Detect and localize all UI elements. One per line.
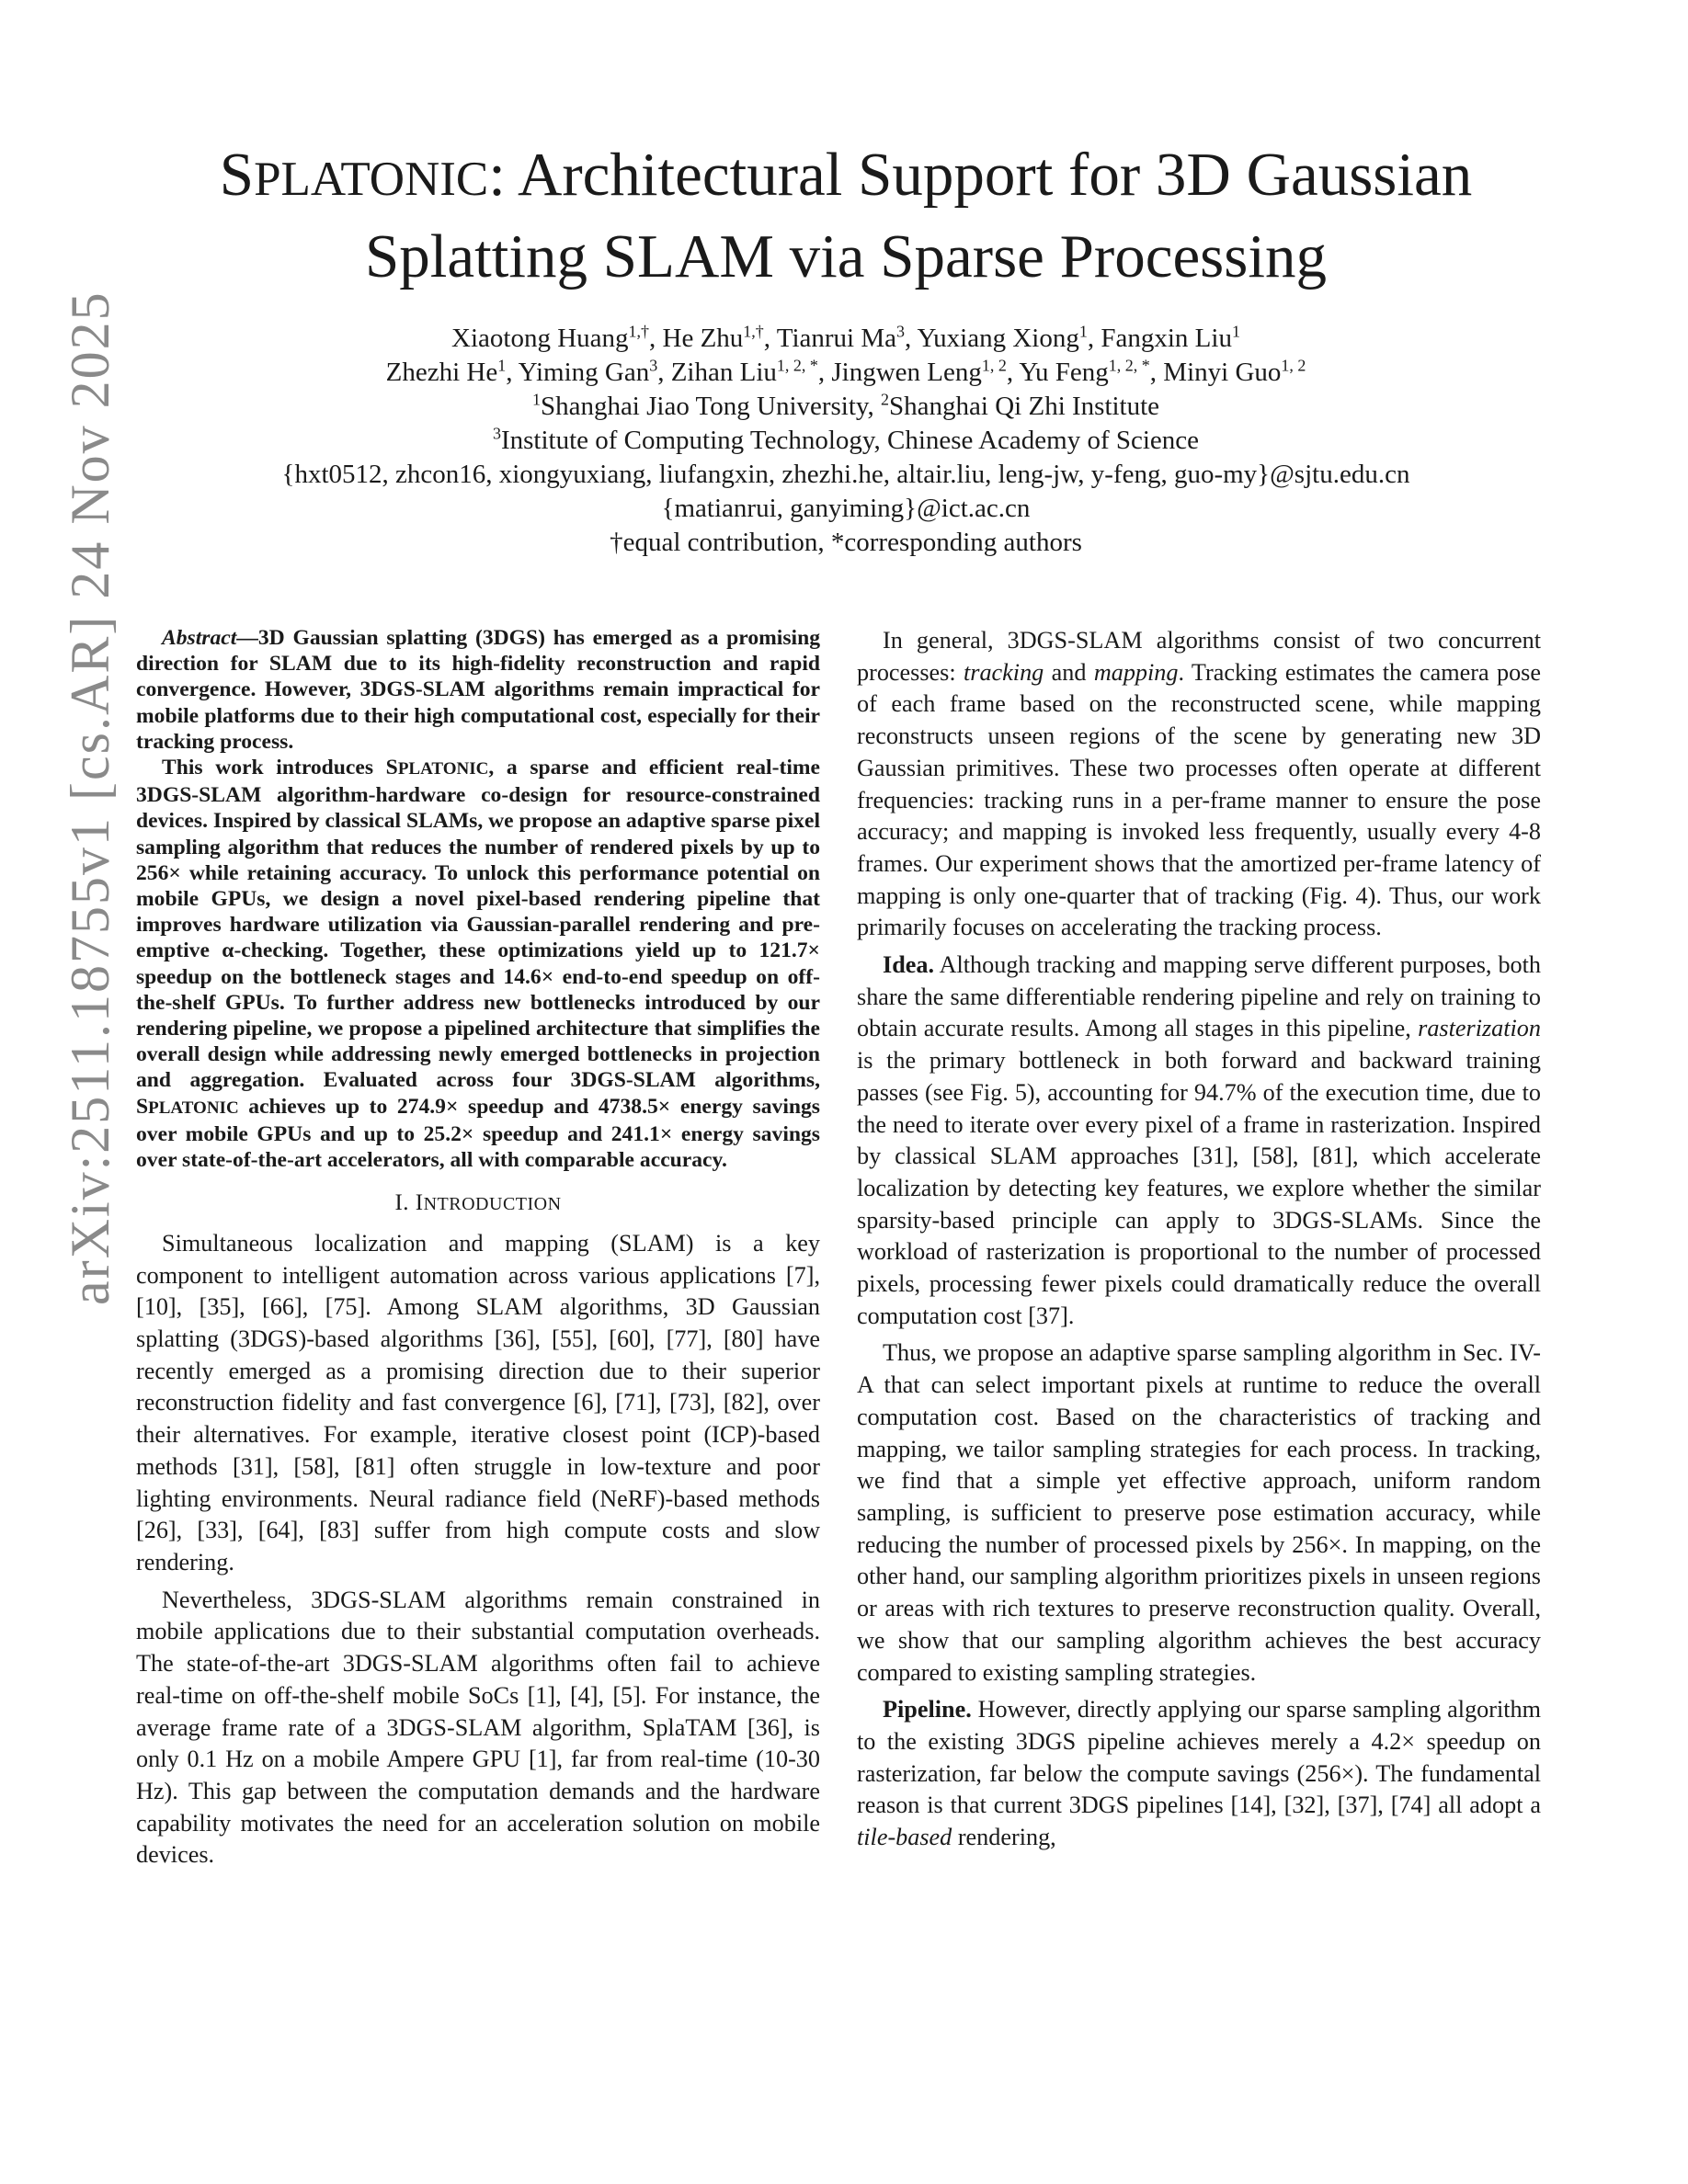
author-line-1: Xiaotong Huang$^{1,\dagger}$, He Zhu$^{1,\dagger}$, Tianrui Ma$^3$, Yuxiang Xiong$^1$, Fangxin Liu$^1$ — [451, 322, 1240, 353]
author-line-2: Zhezhi He$^1$, Yiming Gan$^3$, Zihan Liu$^{1, 2, *}$, Jingwen Leng$^{1, 2}$, Yu Feng$^{1, 2, *}$, Minyi Guo$^{1, 2}$ — [385, 356, 1306, 387]
affiliation-line-2: $^3$Institute of Computing Technology, Chinese Academy of Science — [492, 424, 1200, 455]
section-heading-introduction: I. INTRODUCTION — [394, 1190, 562, 1216]
contribution-note: †equal contribution, *corresponding authors — [610, 528, 1082, 557]
email-line-1: {hxt0512, zhcon16, xiongyuxiang, liufangxin, zhezhi.he, altair.liu, leng-jw, y-feng, guo-my}@sjtu.edu.cn — [281, 460, 1410, 489]
title-line-2: Splatting SLAM via Sparse Processing — [365, 222, 1327, 290]
abstract-paragraph-1: Abstract—3D Gaussian splatting (3DGS) has emerged as a promising direction for SLAM due to its high-fidelity reconstruction and rapid convergence. However, 3DGS-SLAM algorithms remain impractical for mobile platforms due to their high computational cost, especially for their tracking process. — [136, 626, 820, 754]
intro-paragraph-1: Simultaneous localization and mapping (SLAM) is a key component to intelligent automation across various applications [7], [10], [35], [66], [75]. Among SLAM algorithms, 3D Gaussian splatting (3DGS)-based algorithms [36], [55], [60], [77], [80] have recently emerged as a promising direction due to their superior reconstruction fidelity and fast convergence [6], [71], [73], [82], over their alternatives. For example, iterative closest point (ICP)-based methods [31], [58], [81] often struggle in low-texture and poor lighting environments. Neural radiance field (NeRF)-based methods [26], [33], [64], [83] suffer from high compute costs and slow rendering. — [136, 1229, 820, 1575]
abstract — [136, 625, 820, 1173]
pipeline-run-in-heading: Pipeline. — [883, 1696, 972, 1723]
paper-title — [110, 136, 1581, 295]
idea-paragraph: Idea. Although tracking and mapping serve different purposes, both share the same differentiable rendering pipeline and rely on training to obtain accurate results. Among all stages in this pipeline, rasterization is the primary bottleneck in both forward and backward training passes (see Fig. 5), accounting for 94.7% of the execution time, due to the need to iterate over every pixel of a frame in rasterization. Inspired by classical SLAM approaches [31], [58], [81], which accelerate localization by detecting key features, we explore whether the similar sparsity-based principle can apply to 3DGS-SLAMs. Since the workload of rasterization is proportional to the number of processed pixels, processing fewer pixels could dramatically reduce the overall computation cost [37]. — [857, 951, 1541, 1329]
abstract-paragraph-2: This work introduces SPLATONIC, a sparse and efficient real-time 3DGS-SLAM algorithm-hardware co-design for resource-constrained devices. Inspired by classical SLAMs, we propose an adaptive sparse pixel sampling algorithm that reduces the number of rendered pixels by up to 256× while retaining accuracy. To unlock this performance potential on mobile GPUs, we design a novel pixel-based rendering pipeline that improves hardware utilization via Gaussian-parallel rendering and pre-emptive α-checking. Together, these optimizations yield up to 121.7× speedup on the bottleneck stages and 14.6× end-to-end speedup on off-the-shelf GPUs. To further address new bottlenecks introduced by our rendering pipeline, we propose a pipelined architecture that simplifies the overall design while addressing newly emerged bottlenecks in projection and aggregation. Evaluated across four 3DGS-SLAM algorithms, SPLATONIC achieves up to 274.9× speedup and 4738.5× energy savings over mobile GPUs and up to 25.2× speedup and 241.1× energy savings over state-of-the-art accelerators, all with comparable accuracy. — [136, 756, 820, 1173]
intro-paragraph-2: Nevertheless, 3DGS-SLAM algorithms remain constrained in mobile applications due to their substantial computation overheads. The state-of-the-art 3DGS-SLAM algorithms often fail to achieve real-time on off-the-shelf mobile SoCs [1], [4], [5]. For instance, the average frame rate of a 3DGS-SLAM algorithm, SplaTAM [36], is only 0.1 Hz on a mobile Ampere GPU [1], far from real-time (10-30 Hz). This gap between the computation demands and the hardware capability motivates the need for an acceleration solution on mobile devices. — [136, 1586, 820, 1869]
author-block — [110, 322, 1581, 560]
affiliation-line-1: $^1$Shanghai Jiao Tong University, $^2$Shanghai Qi Zhi Institute — [531, 390, 1160, 421]
sampling-paragraph: Thus, we propose an adaptive sparse sampling algorithm in Sec. IV-A that can select important pixels at runtime to reduce the overall computation cost. Based on the characteristics of tracking and mapping, we tailor sampling strategies for each process. In tracking, we find that a simple yet effective approach, uniform random sampling, is sufficient to preserve pose estimation accuracy, while reducing the number of processed pixels by 256×. In mapping, on the other hand, our sampling algorithm prioritizes pixels in unseen regions or areas with rich textures to preserve reconstruction quality. Overall, we show that our sampling algorithm achieves the best accuracy compared to existing sampling strategies. — [857, 1339, 1541, 1686]
email-line-2: {matianrui, ganyiming}@ict.ac.cn — [661, 494, 1031, 523]
right-paragraph-1: In general, 3DGS-SLAM algorithms consist of two concurrent processes: tracking and mapping. Tracking estimates the camera pose of each frame based on the reconstructed scene, while mapping reconstructs unseen regions of the scene by generating new 3D Gaussian primitives. These two processes often operate at different frequencies: tracking runs in a per-frame manner to ensure the pose accuracy; and mapping is invoked less frequently, usually every 4-8 frames. Our experiment shows that the amortized per-frame latency of mapping is only one-quarter that of tracking (Fig. 4). Thus, our work primarily focuses on accelerating the tracking process. — [857, 627, 1542, 941]
arxiv-identifier-stamp: arXiv:2511.18755v1 [cs.AR] 24 Nov 2025 — [60, 290, 120, 1305]
right-column — [857, 625, 1541, 1854]
left-column — [136, 625, 820, 1871]
pipeline-paragraph: Pipeline. However, directly applying our sparse sampling algorithm to the existing 3DGS pipeline achieves merely a 4.2× speedup on rasterization, far below the compute savings (256×). The fundamental reason is that current 3DGS pipelines [14], [32], [37], [74] all adopt a tile-based rendering, — [857, 1696, 1541, 1851]
abstract-label: Abstract — [162, 626, 237, 650]
idea-run-in-heading: Idea. — [883, 951, 935, 979]
title-line-1: SPLATONIC: Architectural Support for 3D Gaussian — [219, 141, 1473, 209]
